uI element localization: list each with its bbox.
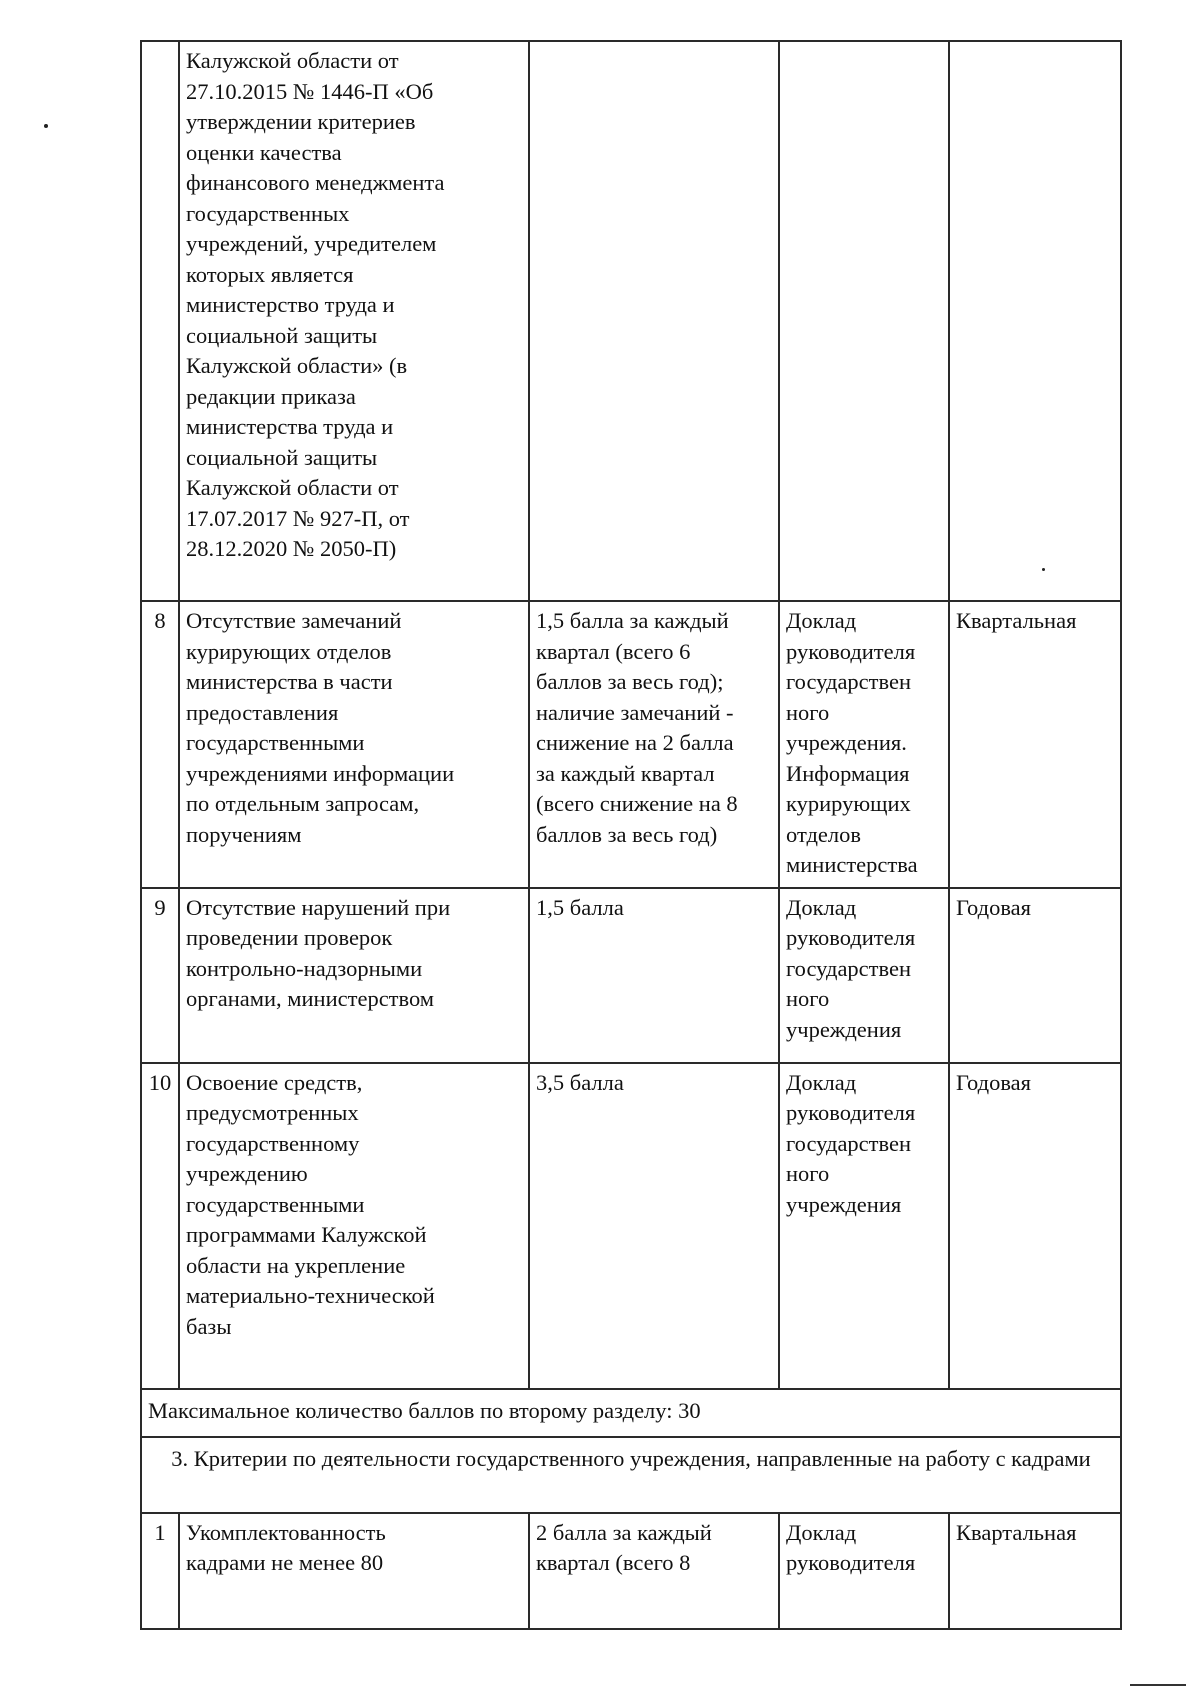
source-cell <box>779 601 949 888</box>
scan-mark-line <box>1130 1684 1186 1686</box>
source-text: Доклад руководителя государствен ного учреждения <box>786 894 916 1042</box>
score-text: 2 балла за каждый квартал (всего 8 <box>536 1519 712 1575</box>
source-cell <box>779 1063 949 1389</box>
period-cell <box>949 1513 1121 1629</box>
table-row <box>141 1389 1121 1437</box>
period-cell <box>949 1063 1121 1389</box>
table-row <box>141 1063 1121 1389</box>
criterion-text: Отсутствие нарушений при проведении проверок контрольно-надзорными органами, министерством <box>186 894 451 1011</box>
period-cell <box>949 888 1121 1063</box>
criterion-text: Освоение средств, предусмотренных государственному учреждению государственными программами Калужской области на укрепление материально-технической базы <box>186 1069 435 1339</box>
row-number: 8 <box>154 608 166 633</box>
period-cell <box>949 601 1121 888</box>
table-row <box>141 888 1121 1063</box>
row-number: 1 <box>154 1519 166 1545</box>
row-number-cell <box>141 888 179 1063</box>
score-cell <box>529 1063 779 1389</box>
criterion-cell <box>179 1513 529 1629</box>
score-cell <box>529 888 779 1063</box>
table-row <box>141 601 1121 888</box>
score-text: 1,5 балла <box>536 894 624 920</box>
criterion-cell <box>179 1063 529 1389</box>
table-row <box>141 1513 1121 1629</box>
section-heading-cell <box>141 1437 1121 1513</box>
row-number-cell <box>141 1063 179 1389</box>
source-text: Доклад руководителя государствен ного учреждения <box>786 1069 916 1217</box>
period-text: Годовая <box>956 894 1031 920</box>
criterion-text: Укомплектованность кадрами не менее 80 <box>186 1519 386 1575</box>
score-cell <box>529 1513 779 1629</box>
row-number-cell <box>141 1513 179 1629</box>
table-row <box>141 41 1121 601</box>
max-score-cell <box>141 1389 1121 1437</box>
max-score-text: Максимальное количество баллов по второму разделу: 30 <box>148 1397 701 1423</box>
source-text: Доклад руководителя <box>786 1519 916 1575</box>
source-cell <box>779 41 949 601</box>
row-number: 10 <box>148 1069 172 1095</box>
score-text: 3,5 балла <box>536 1069 624 1095</box>
table-row <box>141 1437 1121 1513</box>
period-text: Квартальная <box>956 608 1077 633</box>
criterion-text: Калужской области от 27.10.2015 № 1446-П «Об утверждении критериев оценки качества финансового менеджмента государственных учреждений, учредителем которых является министерство труда и социальной защиты Калужской области» (в редакции приказа министерства труда и социальной защиты Калужской области от 17.07.2017 № 927-П, от 28.12.2020 № 2050-П) <box>186 48 445 561</box>
row-number-cell <box>141 601 179 888</box>
criteria-table <box>140 40 1122 1630</box>
criterion-cell <box>179 41 529 601</box>
score-text: 1,5 балла за каждый квартал (всего 6 баллов за весь год); наличие замечаний - снижение на 2 балла за каждый квартал (всего снижение на 8 баллов за весь год) <box>536 608 738 847</box>
criterion-cell <box>179 888 529 1063</box>
score-cell <box>529 41 779 601</box>
criterion-cell <box>179 601 529 888</box>
row-number-cell <box>141 41 179 601</box>
score-cell <box>529 601 779 888</box>
source-cell <box>779 888 949 1063</box>
period-text: Годовая <box>956 1069 1031 1095</box>
source-text: Доклад руководителя государствен ного учреждения. Информация курирующих отделов министерства <box>786 608 918 877</box>
period-cell <box>949 41 1121 601</box>
criterion-text: Отсутствие замечаний курирующих отделов министерства в части предоставления государственными учреждениями информации по отдельным запросам, поручениям <box>186 608 455 847</box>
source-cell <box>779 1513 949 1629</box>
section-heading: 3. Критерии по деятельности государственного учреждения, направленные на работу с кадрами <box>171 1445 1091 1471</box>
scan-speck <box>44 124 48 128</box>
row-number: 9 <box>154 894 166 920</box>
period-text: Квартальная <box>956 1519 1077 1545</box>
